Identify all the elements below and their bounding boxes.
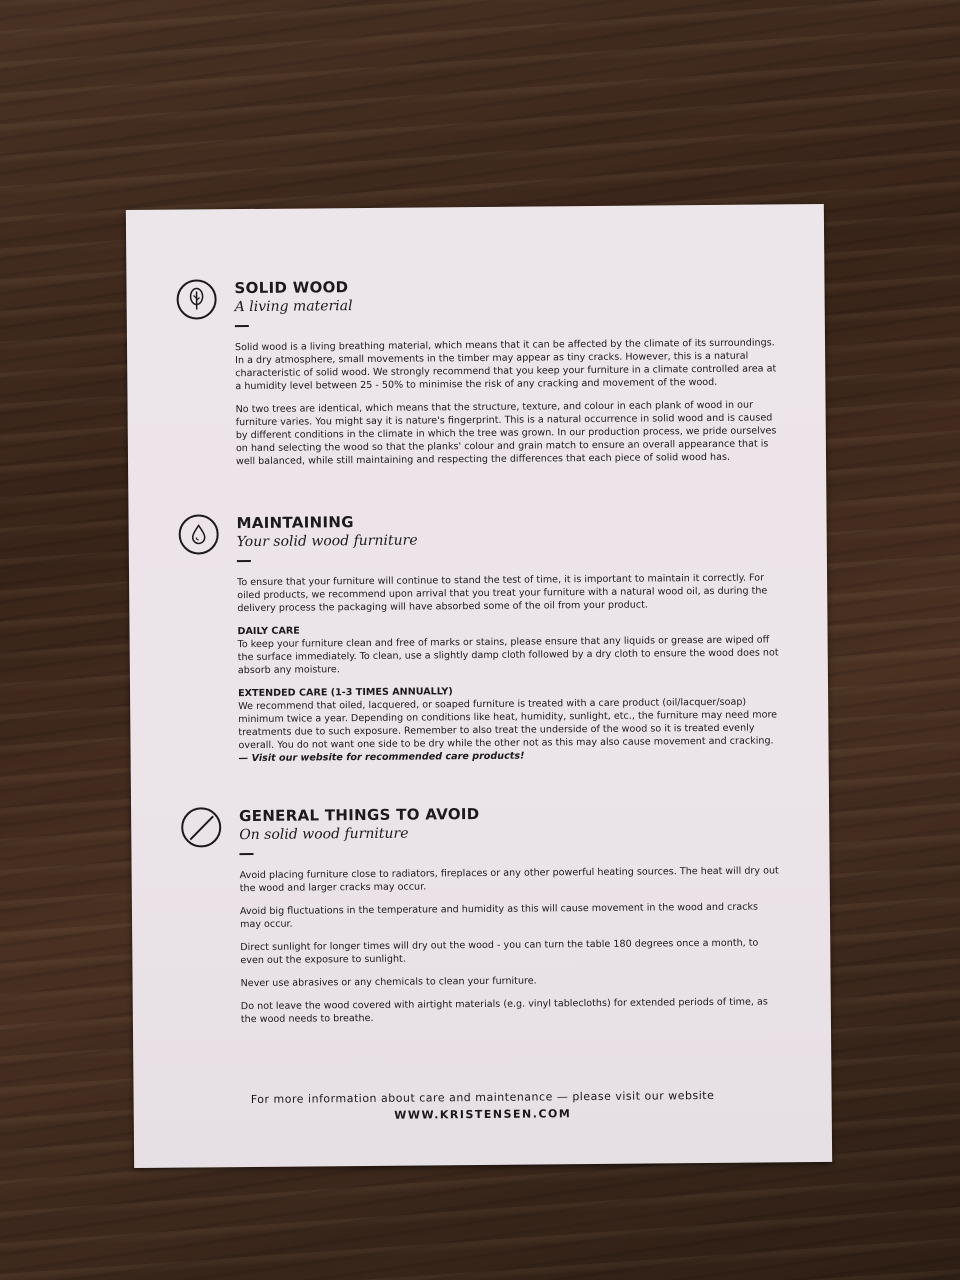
section-title: GENERAL THINGS TO AVOID (239, 805, 480, 826)
paragraph: Do not leave the wood covered with airtight materials (e.g. vinyl tablecloths) for extended periods of time, as the wood needs to breathe. (240, 996, 768, 1026)
section-subtitle: On solid wood furniture (239, 825, 409, 844)
daily-care-heading: DAILY CARE (237, 625, 300, 638)
section-subtitle: Your solid wood furniture (236, 532, 418, 551)
paragraph: Avoid big fluctuations in the temperature and humidity as this will cause movement in the wood and cracks may occur. (239, 901, 759, 931)
maintaining-section (178, 509, 780, 775)
things-to-avoid-section (181, 802, 783, 1036)
section-title: MAINTAINING (236, 513, 354, 533)
paragraph: Avoid placing furniture close to radiators, fireplaces or any other powerful heating sources. The heat will dry out the wood and larger cracks may occur. (239, 865, 779, 895)
water-drop-icon (178, 514, 218, 554)
divider (239, 853, 253, 855)
intro-paragraph: To ensure that your furniture will continue to stand the test of time, it is important to maintain it correctly. For oiled products, we recommend upon arrival that you treat your furniture with a natural wood oil, as during the delivery process the packaging will have absorbed some of the oil from your product. (237, 572, 768, 615)
prohibited-icon (181, 807, 221, 847)
section-subtitle: A living material (234, 298, 353, 316)
paragraph: No two trees are identical, which means that the structure, texture, and colour in each plank of wood in our furniture varies. You might say it is nature's fingerprint. This is a natural occurrence in solid wood and is caused by different conditions in the climate in which the tree was grown. In our production process, we pride ourselves on hand selecting the wood so that the planks' colour and grain match to ensure an overall appearance that is well balanced, while still maintaining and respecting the differences that each piece of solid wood has. (235, 399, 777, 468)
divider (237, 560, 251, 562)
section-title: SOLID WOOD (234, 278, 349, 298)
paragraph: Solid wood is a living breathing material, which means that it can be affected by the climate of its surroundings. In a dry atmosphere, small movements in the timber may appear as tiny cracks. However, this is a natural characteristic of solid wood. We strongly recommend that you keep your furniture in a climate controlled area at a humidity level between 25 - 50% to minimise the risk of any cracking and movement of the wood. (234, 337, 777, 393)
divider (235, 325, 249, 327)
footer (134, 1088, 832, 1124)
care-instructions-card (126, 204, 832, 1168)
daily-care-text: To keep your furniture clean and free of marks or stains, please ensure that any liquids or grease are wiped off the surface immediately. To clean, use a slightly damp cloth followed by a dry cloth to ensure the wood does not absorb any moisture. (237, 634, 779, 677)
paragraph: Never use abrasives or any chemicals to clean your furniture. (240, 975, 537, 990)
extended-care-paragraph (238, 695, 781, 765)
tree-icon (176, 279, 216, 319)
care-products-link: — Visit our website for recommended care products! (238, 750, 525, 765)
extended-care-heading: EXTENDED CARE (1-3 TIMES ANNUALLY) (238, 686, 453, 700)
paragraph: Direct sunlight for longer times will dry out the wood - you can turn the table 180 degrees once a month, to even out the exposure to sunlight. (240, 937, 759, 967)
solid-wood-section (176, 274, 778, 478)
footer-text: For more information about care and maintenance — please visit our website (250, 1088, 715, 1107)
extended-care-text: We recommend that oiled, lacquered, or soaped furniture is treated with a care product (oil/lacquer/soap) minimum twice a year. Depending on conditions like heat, humidity, sunlight, etc., the furniture may need more treatments due to such exposure. Remember to also treat the underside of the wood so it is treated evenly overall. You do not want one side to be dry while the other not as this may also cause movement and cracking. (238, 696, 778, 752)
website-link[interactable]: WWW.KRISTENSEN.COM (394, 1107, 572, 1122)
